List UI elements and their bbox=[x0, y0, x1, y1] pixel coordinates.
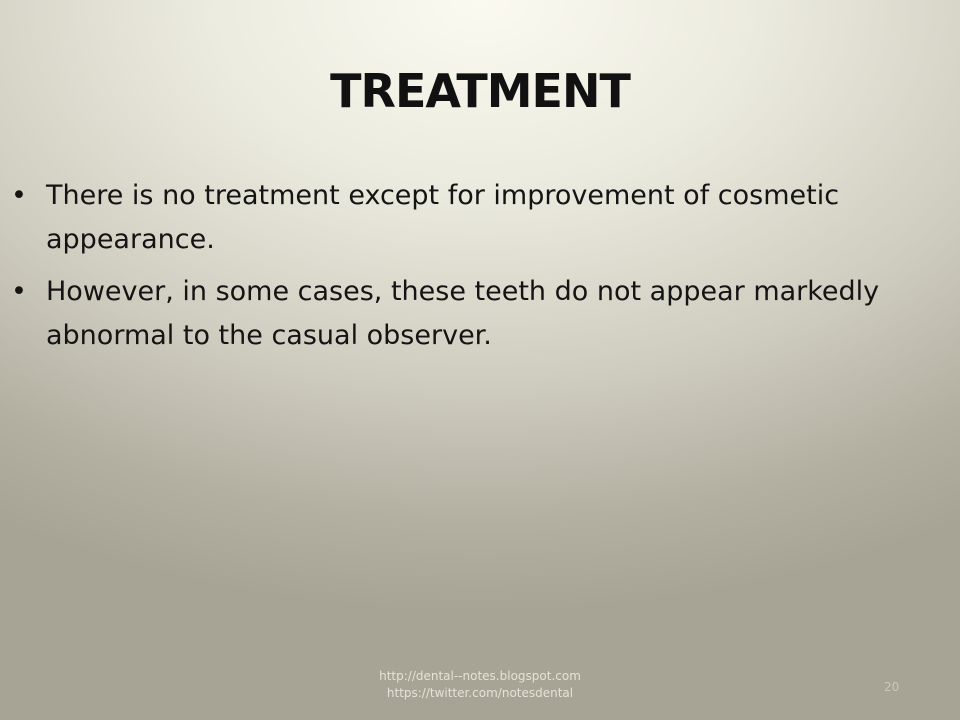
bullet-list bbox=[0, 174, 960, 366]
footer-blog-url: http://dental--notes.blogspot.com bbox=[379, 669, 581, 683]
footer bbox=[0, 668, 960, 702]
bullet-marker: • bbox=[11, 276, 27, 307]
bullet-item bbox=[0, 174, 960, 262]
page-number: 20 bbox=[884, 680, 900, 694]
bullet-item bbox=[0, 270, 960, 358]
bullet-text: However, in some cases, these teeth do not appear markedly abnormal to the casual observer. bbox=[46, 276, 880, 351]
footer-twitter-url: https://twitter.com/notesdental bbox=[386, 686, 574, 700]
slide-title: TREATMENT bbox=[330, 64, 630, 118]
bullet-text: There is no treatment except for improvement of cosmetic appearance. bbox=[46, 180, 840, 255]
bullet-marker: • bbox=[11, 180, 27, 211]
